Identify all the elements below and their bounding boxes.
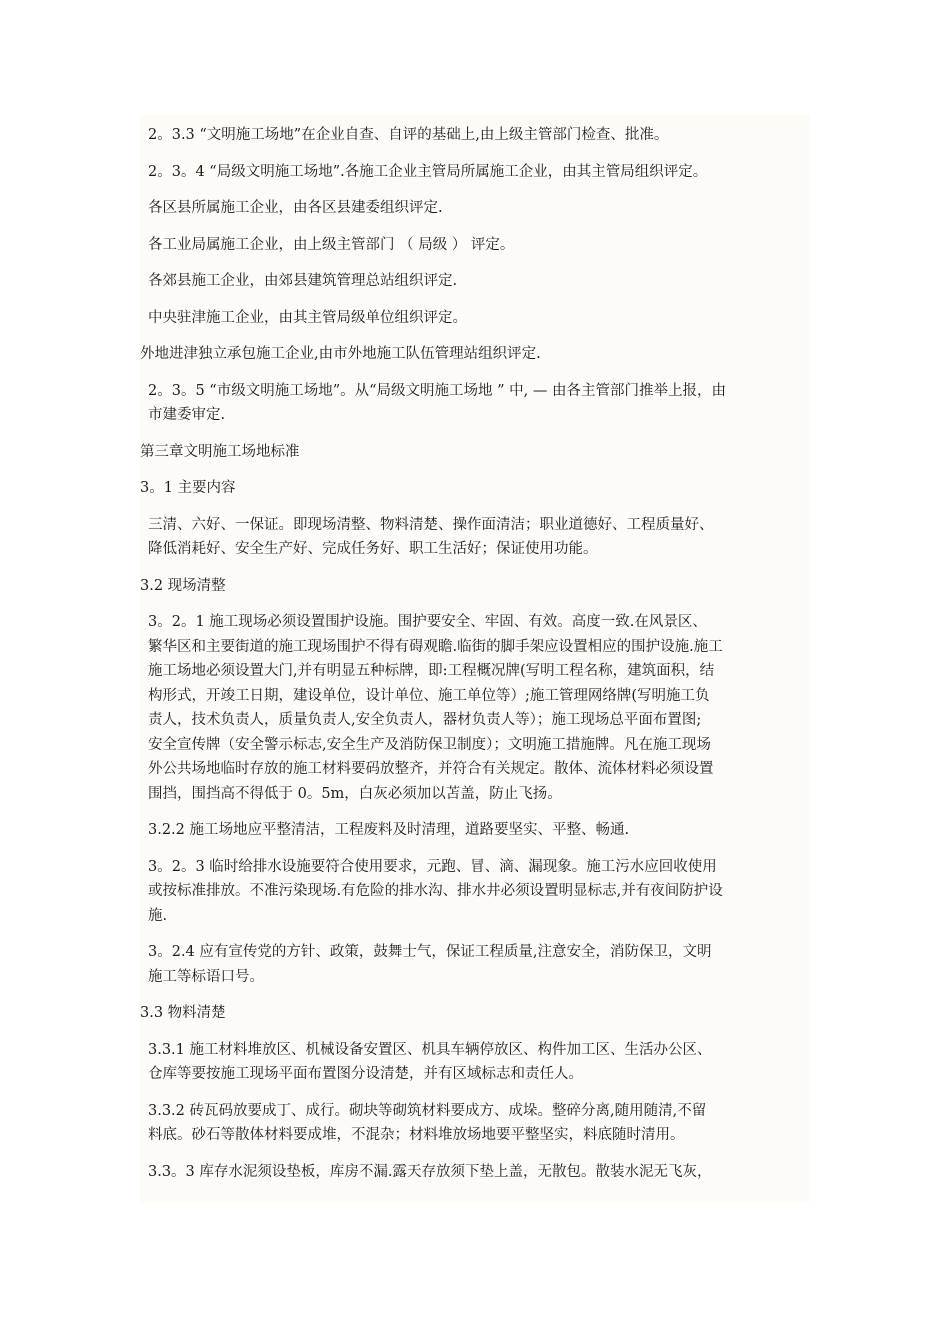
paragraph-line: 施工等标语口号。: [148, 968, 264, 985]
paragraph-line: 2。3。4 “局级文明施工场地”.各施工企业主管局所属施工企业，由其主管局组织评定。: [148, 163, 708, 180]
paragraph: [140, 306, 810, 331]
paragraph-line: 市建委审定.: [148, 407, 226, 423]
paragraph: [140, 269, 810, 294]
paragraph-line: 中央驻津施工企业，由其主管局级单位组织评定。: [148, 309, 467, 326]
paragraph-line: 外地进津独立承包施工企业,由市外地施工队伍管理站组织评定.: [140, 346, 541, 362]
paragraph: [140, 855, 810, 929]
paragraph-line: 各区县所属施工企业，由各区县建委组织评定.: [148, 200, 443, 216]
paragraph: [140, 1038, 810, 1087]
paragraph-line: 3。2.4 应有宣传党的方针、政策，鼓舞士气，保证工程质量,注意安全，消防保卫，文明: [148, 944, 712, 960]
paragraph: [140, 123, 810, 148]
paragraph-line: 三清、六好、一保证。即现场清整、物料清楚、操作面清洁；职业道德好、工程质量好、: [148, 516, 714, 533]
paragraph-line: 3。2。1 施工现场必须设置围护设施。围护要安全、牢固、有效。高度一致.在风景区、: [148, 614, 707, 630]
paragraph-line: 各工业局属施工企业，由上级主管部门 （ 局级 ） 评定。: [148, 236, 515, 253]
paragraph: [140, 940, 810, 989]
paragraph: [140, 574, 810, 599]
paragraph-line: 降低消耗好、安全生产好、完成任务好、职工生活好；保证使用功能。: [148, 541, 598, 557]
paragraph: [140, 1001, 810, 1026]
paragraph: [140, 818, 810, 843]
paragraph: [140, 610, 810, 806]
paragraph: [140, 513, 810, 562]
paragraph-line: 构形式，开竣工日期，建设单位，设计单位、施工单位等）;施工管理网络牌(写明施工负: [148, 687, 710, 704]
paragraph: [140, 160, 810, 185]
paragraph-line: 或按标准排放。不准污染现场.有危险的排水沟、排水井必须设置明显标志,并有夜间防护设: [148, 883, 723, 899]
paragraph-line: 2。3.3 “文明施工场地”在企业自查、自评的基础上,由上级主管部门检查、批准。: [148, 127, 669, 143]
paragraph: [140, 476, 810, 501]
paragraph-line: 2。3。5 “市级文明施工场地”。从“局级文明施工场地 ” 中, — 由各主管部门推举上报，由: [148, 382, 726, 399]
paragraph-line: 3.3.1 施工材料堆放区、机械设备安置区、机具车辆停放区、构件加工区、生活办公区、: [148, 1041, 712, 1058]
paragraph-line: 3。2。3 临时给排水设施要符合使用要求，元跑、冒、滴、漏现象。施工污水应回收使用: [148, 858, 717, 875]
paragraph-line: 外公共场地临时存放的施工材料要码放整齐，并符合有关规定。散体、流体材料必须设置: [148, 761, 714, 777]
paragraph-line: 各郊县施工企业，由郊县建筑管理总站组织评定.: [148, 273, 458, 289]
paragraph-line: 施.: [148, 907, 168, 924]
paragraph-line: 3.3 物料清楚: [140, 1005, 226, 1021]
paragraph: [140, 440, 810, 465]
paragraph: [140, 1160, 810, 1185]
paragraph-line: 施工场地必须设置大门,并有明显五种标牌，即:工程概况牌(写明工程名称，建筑面积，结: [148, 663, 715, 679]
paragraph-line: 3.3.2 砖瓦码放要成丁、成行。砌块等砌筑材料要成方、成垛。整碎分离,随用随清,不留: [148, 1102, 707, 1119]
paragraph-line: 3.2 现场清整: [140, 577, 226, 594]
paragraph-line: 3.3。3 库存水泥须设垫板，库房不漏.露天存放须下垫上盖，无散包。散装水泥无飞灰，: [148, 1163, 712, 1180]
paragraph-line: 3。1 主要内容: [140, 480, 236, 496]
paragraph-line: 围挡，围挡高不得低于 0。5m，白灰必须加以苫盖，防止飞扬。: [148, 785, 562, 802]
paragraph-line: 责人，技术负责人，质量负责人,安全负责人，器材负责人等）；施工现场总平面布置图;: [148, 712, 702, 728]
paragraph: [140, 342, 810, 367]
paragraph-line: 第三章文明施工场地标准: [140, 443, 300, 460]
paragraph-line: 仓库等要按施工现场平面布置图分设清楚，并有区域标志和责任人。: [148, 1066, 583, 1082]
paragraph: [140, 196, 810, 221]
paragraph-line: 安全宣传牌（安全警示标志,安全生产及消防保卫制度）；文明施工措施牌。凡在施工现场: [148, 736, 711, 753]
paragraph-line: 繁华区和主要街道的施工现场围护不得有碍观瞻.临街的脚手架应设置相应的围护设施.施工: [148, 638, 723, 655]
paragraph: [140, 233, 810, 258]
document-body: [140, 115, 810, 1202]
paragraph: [140, 379, 810, 428]
paragraph-line: 料底。砂石等散体材料要成堆，不混杂；材料堆放场地要平整坚实，料底随时清用。: [148, 1127, 685, 1143]
paragraph-line: 3.2.2 施工场地应平整清洁，工程废料及时清理，道路要坚实、平整、畅通.: [148, 822, 630, 838]
paragraph: [140, 1099, 810, 1148]
